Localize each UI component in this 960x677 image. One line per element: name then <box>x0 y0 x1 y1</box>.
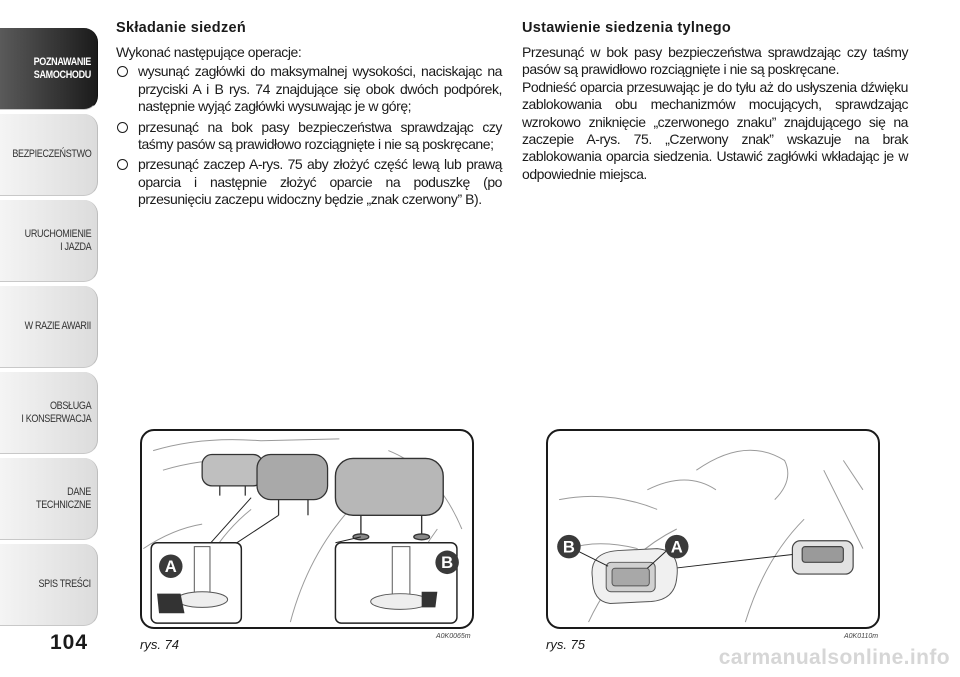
figure-caption: rys. 75 <box>546 637 586 652</box>
svg-text:A: A <box>670 537 683 557</box>
figure-74-headrests <box>140 429 474 629</box>
list-item: przesunąć na bok pasy bezpieczeństwa sprawdzając czy taśmy pasów są prawidłowo rozciągnięte i nie są poskręcane; <box>116 119 502 154</box>
tab-obsluga-i-konserwacja[interactable]: OBSŁUGA I KONSERWACJA <box>0 372 98 454</box>
section-title: Ustawienie siedzenia tylnego <box>522 20 732 36</box>
section-body <box>116 44 502 209</box>
tab-dane-techniczne[interactable]: DANE TECHNICZNE <box>0 458 98 540</box>
figure-75-seat-latch <box>546 429 880 629</box>
intro-text: Wykonać następujące operacje: <box>116 44 302 60</box>
headrest-rear-left <box>202 455 263 496</box>
headrest-illustration <box>142 431 472 627</box>
page-number: 104 <box>49 631 89 654</box>
list-item: wysunąć zagłówki do maksymalnej wysokości, naciskając na przyciski A i B rys. 74 znajdujące się obok dwóch podpórek, następnie wyjąć zagłówki wysuwając je w górę; <box>116 63 502 115</box>
tab-bezpieczenstwo[interactable]: BEZPIECZEŃSTWO <box>0 114 98 196</box>
detail-inset-latch <box>577 549 793 604</box>
section-folding-seats <box>116 20 502 212</box>
svg-text:B: B <box>441 553 454 573</box>
bullet-circle-icon <box>117 122 128 133</box>
section-title: Składanie siedzeń <box>116 20 247 36</box>
tab-poznawanie-samochodu[interactable]: POZNAWANIE SAMOCHODU <box>0 28 98 110</box>
seat-latch-illustration <box>548 431 878 627</box>
list-item: przesunąć zaczep A-rys. 75 aby złożyć część lewą lub prawą oparcia i następnie złożyć oparcie na poduszkę (po przesunięciu zaczepu widoczny będzie „znak czerwony” B). <box>116 156 502 208</box>
callout-b-icon <box>435 551 459 575</box>
figure-code: A0K0065m <box>436 633 471 640</box>
tab-uruchomienie-i-jazda[interactable]: URUCHOMIENIE I JAZDA <box>0 200 98 282</box>
paragraph: Podnieść oparcia przesuwając je do tyłu aż do usłyszenia dźwięku zablokowania obu mechanizmów mocujących, sprawdzając wzrokowo zniknięcie „czerwonego znaku” znajdującego się na zaczepie A-rys. 75. „Czerwony znak” wskazuje na brak zablokowania oparcia siedzenia. Ustawić zagłówki wkładając je w odpowiednie miejsca. <box>522 78 908 182</box>
section-rear-seat-setup <box>522 20 908 183</box>
tab-spis-tresci[interactable]: SPIS TREŚCI <box>0 544 98 626</box>
headrest-rear-middle <box>257 455 328 516</box>
paragraph: Przesunąć w bok pasy bezpieczeństwa sprawdzając czy taśmy pasów są prawidłowo rozciągnięte i nie są poskręcane. <box>522 44 908 78</box>
headrest-rear-right <box>335 458 443 539</box>
callout-a-icon <box>159 554 183 578</box>
detail-inset-b <box>335 537 457 623</box>
bullet-circle-icon <box>117 159 128 170</box>
watermark: carmanualsonline.info <box>718 646 950 669</box>
svg-text:B: B <box>562 537 575 557</box>
steps-list <box>116 63 502 208</box>
tab-w-razie-awarii[interactable]: W RAZIE AWARII <box>0 286 98 368</box>
svg-text:A: A <box>164 557 177 577</box>
bullet-circle-icon <box>117 66 128 77</box>
figure-code: A0K0110m <box>844 633 879 640</box>
callout-a-icon <box>665 535 689 559</box>
seat-latch <box>792 541 853 574</box>
callout-b-icon <box>557 535 581 559</box>
figure-caption: rys. 74 <box>140 637 180 652</box>
section-body <box>522 44 908 183</box>
